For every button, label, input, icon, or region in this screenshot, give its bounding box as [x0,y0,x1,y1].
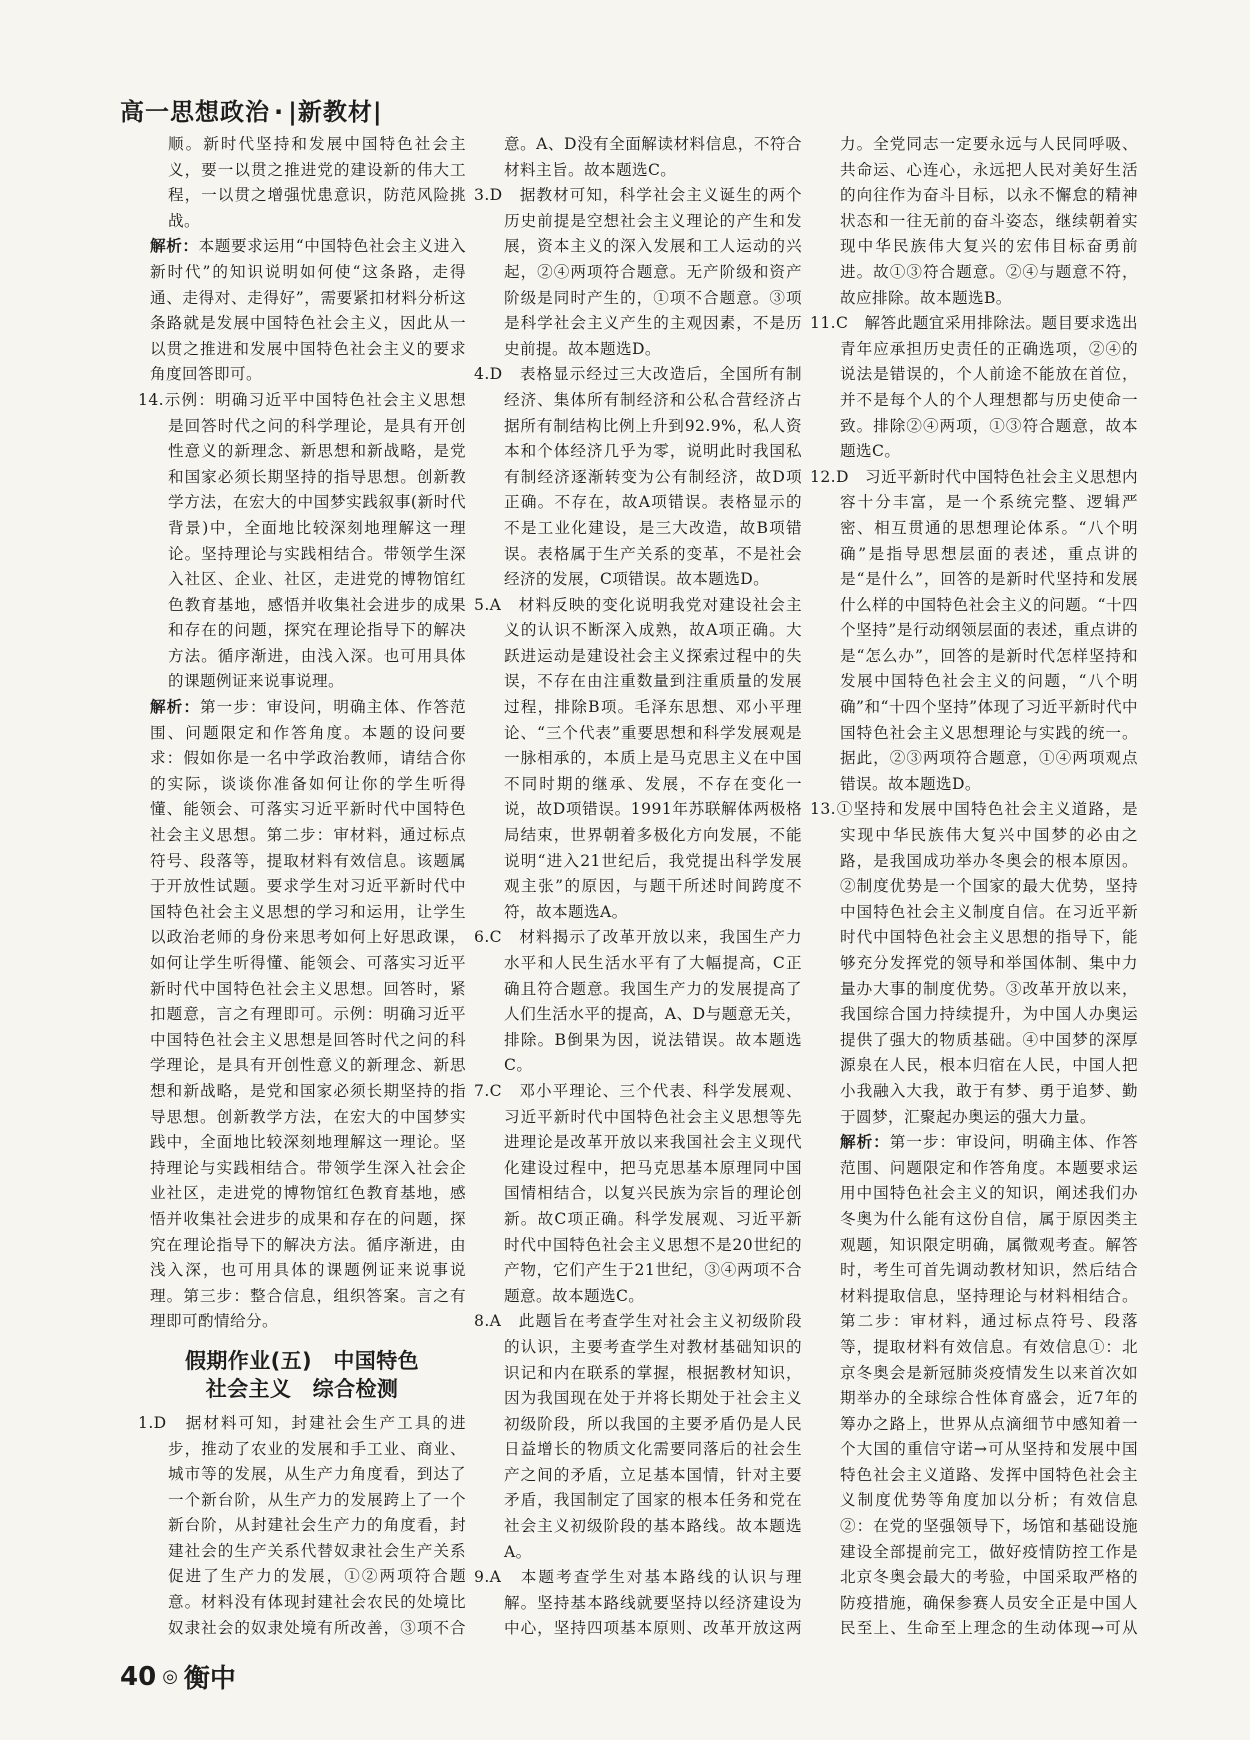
edition-label: 新教材 [297,98,373,126]
explanation [138,695,466,1335]
answer-11: 11.C 解答此题宜采用排除法。题目要求选出青年应承担历史责任的正确选项，②④的说法是错误的，个人前途不能放在首位，并不是每个人的个人理想都与历史使命一致。排除②④两项，①③符合题意，故本题选C。 [810,314,1138,461]
answer-7: 7.C 邓小平理论、三个代表、科学发展观、习近平新时代中国特色社会主义思想等先进理论是改革开放以来我国社会主义现代化建设过程中，把马克思基本原理同中国国情相结合，以复兴民族为宗旨的理论创新。故C项正确。科学发展观、习近平新时代中国特色社会主义思想不是20世纪的产物，它们产生于21世纪，③④两项不合题意。故本题选C。 [474,1081,802,1305]
section-title-line1: 假期作业(五) 中国特色 [185,1348,419,1373]
explanation-text: 第一步：审设问，明确主体、作答范围、问题限定和作答角度。本题要求运用中国特色社会主义的知识，阐述我们办冬奥为什么能有这份自信，属于原因类主观题，知识限定明确，属微观考查。解答时，考生可首先调动教材知识，然后结合材料提取信息，坚持理论与材料相结合。第二步：审材料，通过标点符号、段落等，提取材料有效信息。有效信息①：北京冬奥会是新冠肺炎疫情发生以来首次如期举办的全球综合性体育盛会，近7年的筹办之路上，世界从点滴细节中感知着一个大国的重信守诺→可从坚持和发展中国特色社会主义道路、发挥中国特色社会主义制度优势等角度加以分析；有效信息②：在党的坚强领导下，场馆和基础设施建设全部提前完工，做好疫情防控工作是北京冬奥会最大的考验，中国采取严格的防疫措施，确保参赛人员安全正是中国人民至上、生命至上理念的生动体现→可从 [840,1133,1138,1637]
answer-1: 1.D 据材料可知，封建社会生产工具的进步，推动了农业的发展和手工业、商业、城市等的发展，从生产力角度看，到达了一个新台阶，从生产力的发展跨上了一个新台阶，从封建社会生产力的角度看，封建社会的生产关系代替奴隶社会生产关系促进了生产力的发展，①②两项符合题意。材料没有体现封建社会农民的处境比奴隶社会的奴隶处境有所改善，③项不合 [138,1413,466,1637]
answer-columns [138,132,1138,1637]
answer-8: 8.A 此题旨在考查学生对社会主义初级阶段的认识，主要考查学生对教材基础知识的识记和内在联系的掌握，根据教材知识，因为我国现在处于并将长期处于社会主义初级阶段，所以我国的主要矛盾仍是人民日益增长的物质文化需要同落后的社会生产之间的矛盾，立足基本国情，针对主要矛盾，我国制定了国家的根本任务和党在社会主义初级阶段的基本路线。故本题选A。 [474,1312,802,1561]
answer-14: 14.示例：明确习近平中国特色社会主义思想是回答时代之问的科学理论，是具有开创性意义的新理念、新思想和新战略，是党和国家必须长期坚持的指导思想。创新教学方法，在宏大的中国梦实践叙事(新时代背景)中，全面地比较深刻地理解这一理论。坚持理论与实践相结合。带领学生深入社区、企业、社区，走进党的博物馆红色教育基地，感悟并收集社会进步的成果和存在的问题，探究在理论指导下的解决方法。循序渐进，由浅入深。也可用具体的课题例证来说事说理。 [138,390,466,691]
answer-13: 13.①坚持和发展中国特色社会主义道路，是实现中华民族伟大复兴中国梦的必由之路，是我国成功举办冬奥会的根本原因。②制度优势是一个国家的最大优势，坚持中国特色社会主义制度自信。在习近平新时代中国特色社会主义思想的指导下，能够充分发挥党的领导和举国体制、集中力量办大事的制度优势。③改革开放以来，我国综合国力持续提升，为中国人办奥运提供了强大的物质基础。④中国梦的深厚源泉在人民，根本归宿在人民，中国人把小我融入大我，敢于有梦、勇于追梦、勤于圆梦，汇聚起办奥运的强大力量。 [810,800,1138,1126]
header-separator: · [274,98,285,126]
answer-6: 6.C 材料揭示了改革开放以来，我国生产力水平和人民生活水平有了大幅提高，C正确且符合题意。我国生产力的发展提高了人们生活水平的提高，A、D与题意无关，排除。B倒果为因，说法错误。故本题选C。 [474,928,802,1075]
answer-continuation: 意。A、D没有全面解读材料信息，不符合材料主旨。故本题选C。 [504,135,802,179]
explanation-label: 解析： [840,1133,890,1152]
section-title [138,1347,466,1403]
page-footer [120,1658,236,1695]
answer-5: 5.A 材料反映的变化说明我党对建设社会主义的认识不断深入成熟，故A项正确。大跃进运动是建设社会主义探索过程中的失误，不存在由注重数量到注重质量的发展过程，排除B项。毛泽东思想、邓小平理论、“三个代表”重要思想和科学发展观是一脉相承的，本质上是马克思主义在中国不同时期的继承、发展，不存在变化一说，故D项错误。1991年苏联解体两极格局结束，世界朝着多极化方向发展，不能说明“进入21世纪后，我党提出科学发展观主张”的原因，与题干所述时间跨度不符，故本题选A。 [474,595,802,921]
answer-9: 9.A 本题考查学生对基本路线的认识与理解。坚持基本路线就要坚持以经济建设为中心，坚持四项基本原则、改革开放这两 [474,1568,802,1637]
explanation-label: 解析： [150,237,199,256]
explanation [810,1130,1138,1637]
answer-3: 3.D 据教材可知，科学社会主义诞生的两个历史前提是空想社会主义理论的产生和发展，资本主义的深入发展和工人运动的兴起，②④两项符合题意。无产阶级和资产阶级是同时产生的，①项不合题意。③项是科学社会主义产生的主观因素，不是历史前提。故本题选D。 [474,186,802,358]
subject-title: 高一思想政治 [120,98,270,126]
explanation [138,234,466,388]
explanation-text: 本题要求运用“中国特色社会主义进入新时代”的知识说明如何使“这条路，走得通、走得对、走得好”，需要紧扣材料分析这条路就是发展中国特色社会主义，因此从一以贯之推进和发展中国特色社会主义的要求角度回答即可。 [150,237,466,384]
brand-name: 衡中 [183,1664,236,1694]
answer-continuation: 力。全党同志一定要永远与人民同呼吸、共命运、心连心，永远把人民对美好生活的向往作为奋斗目标，以永不懈怠的精神状态和一往无前的奋斗姿态，继续朝着实现中华民族伟大复兴的宏伟目标奋勇前进。故①③符合题意。②④与题意不符，故应排除。故本题选B。 [840,135,1138,307]
column-2 [474,132,802,1637]
page-number: 40 [120,1661,157,1692]
answer-4: 4.D 表格显示经过三大改造后，全国所有制经济、集体所有制经济和公私合营经济占据所有制结构比例上升到92.9%，私人资本和个体经济几乎为零，说明此时我国私有制经济逐渐转变为公有制经济，故D项正确。不存在，故A项错误。表格显示的不是工业化建设，是三大改造，故B项错误。表格属于生产关系的变革，不是社会经济的发展，C项错误。故本题选D。 [474,365,802,589]
page-header: 高一思想政治 · |新教材| [120,98,383,126]
section-title-line2: 社会主义 综合检测 [205,1376,399,1401]
explanation-text: 第一步：审设问，明确主体、作答范围、问题限定和作答角度。本题的设问要求：假如你是一名中学政治教师，请结合你的实际，谈谈你准备如何让你的学生听得懂、能领会、可落实习近平新时代中国特色社会主义思想。第二步：审材料，通过标点符号、段落等，提取材料有效信息。该题属于开放性试题。要求学生对习近平新时代中国特色社会主义思想的学习和运用，让学生以政治老师的身份来思考如何上好思政课，如何让学生听得懂、能领会、可落实习近平新时代中国特色社会主义思想。回答时，紧扣题意，言之有理即可。示例：明确习近平中国特色社会主义思想是回答时代之问的科学理论，是具有开创性意义的新理念、新思想和新战略，是党和国家必须长期坚持的指导思想。创新教学方法，在宏大的中国梦实践中，全面地比较深刻地理解这一理论。坚持理论与实践相结合。带领学生深入社会企业社区，走进党的博物馆红色教育基地，感悟并收集社会进步的成果和存在的问题，探究在理论指导下的解决方法。循序渐进，由浅入深，也可用具体的课题例证来说事说理。第三步：整合信息，组织答案。言之有理即可酌情给分。 [150,698,466,1331]
answer-continuation: 顺。新时代坚持和发展中国特色社会主义，要一以贯之推进党的建设新的伟大工程，一以贯之增强忧患意识，防范风险挑战。 [168,135,466,230]
column-1 [138,132,466,1637]
brand-logo-icon: ◎ [162,1666,178,1687]
column-3 [810,132,1138,1637]
explanation-label: 解析： [150,698,200,717]
answer-12: 12.D 习近平新时代中国特色社会主义思想内容十分丰富，是一个系统完整、逻辑严密、相互贯通的思想理论体系。“八个明确”是指导思想层面的表述，重点讲的是“是什么”，回答的是新时代坚持和发展什么样的中国特色社会主义的问题。“十四个坚持”是行动纲领层面的表述，重点讲的是“怎么办”，回答的是新时代怎样坚持和发展中国特色社会主义的问题，“八个明确”和“十四个坚持”体现了习近平新时代中国特色社会主义思想理论与实践的统一。据此，②③两项符合题意，①④两项观点错误。故本题选D。 [810,467,1138,793]
